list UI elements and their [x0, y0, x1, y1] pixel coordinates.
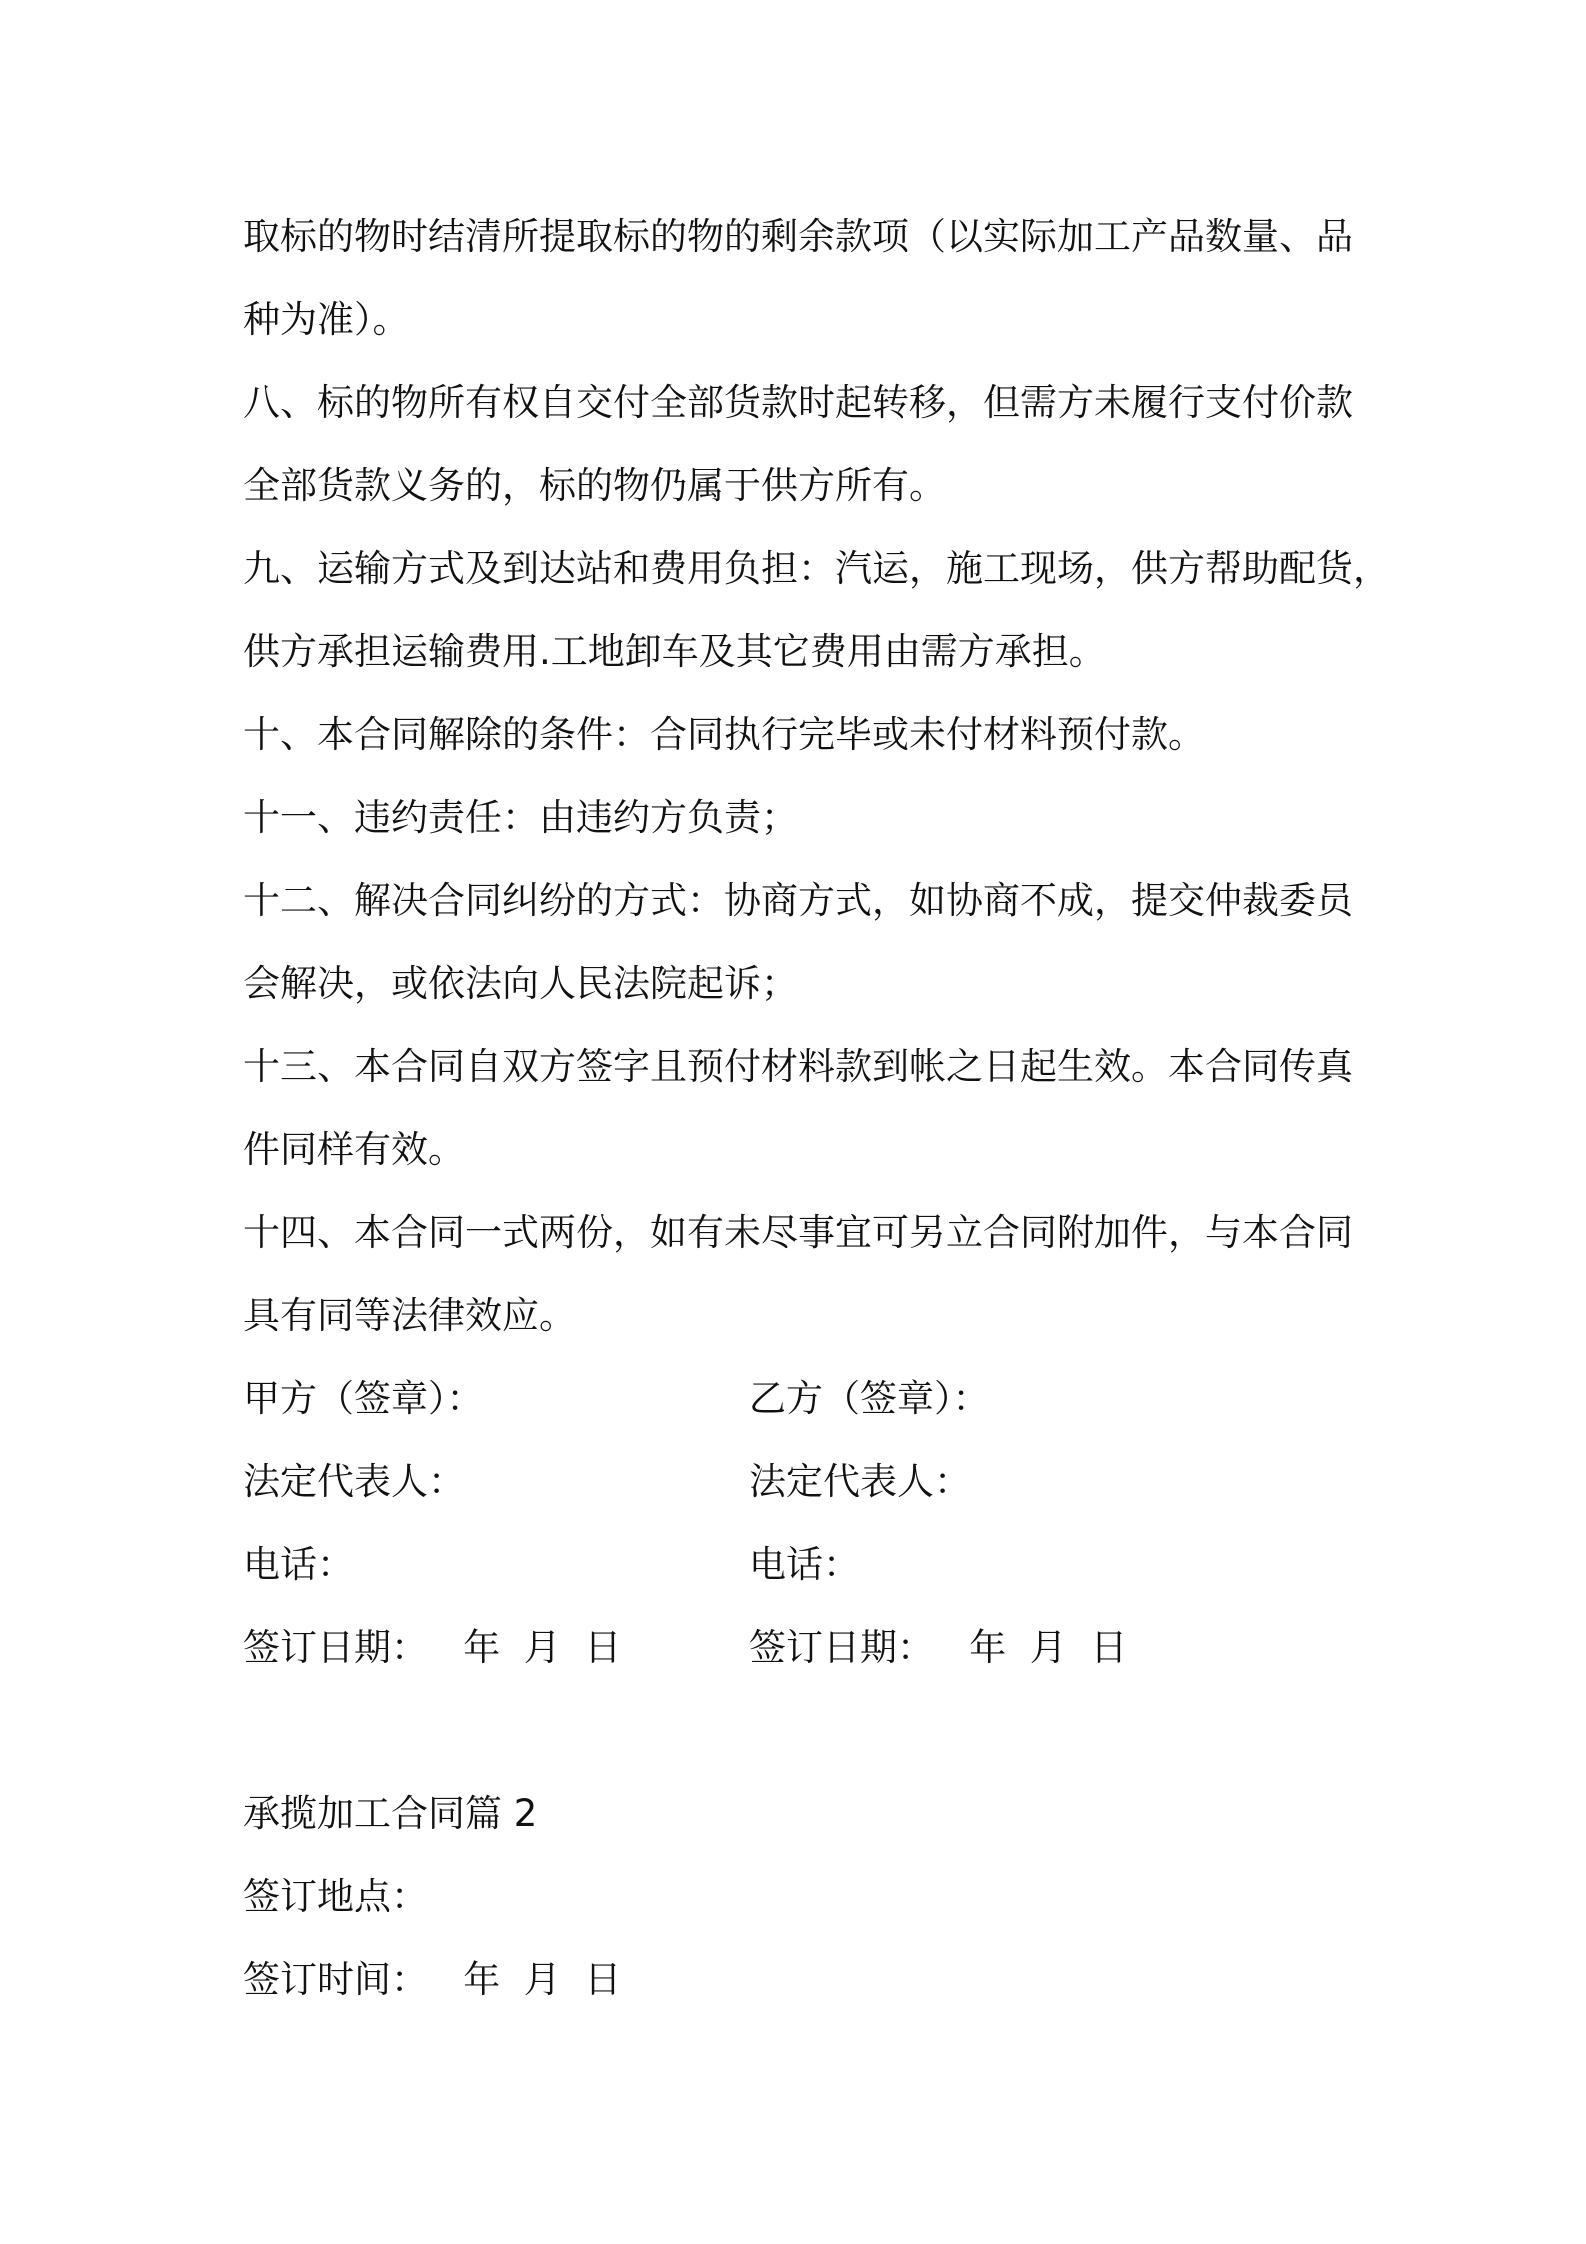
signing-place-label: 签订地点： [243, 1875, 428, 1918]
clause-14-line: 具有同等法律效应。 [243, 1294, 576, 1337]
clause-12-line: 会解决，或依法向人民法院起诉； [243, 962, 798, 1005]
clause-14-line: 十四、本合同一式两份，如有未尽事宜可另立合同附加件，与本合同 [243, 1211, 1353, 1254]
section-spacer [243, 1689, 1363, 1772]
signature-row-party [243, 1357, 1363, 1440]
party-b-representative-label: 法定代表人： [749, 1460, 971, 1503]
signature-row-phone [243, 1523, 1363, 1606]
party-a-representative-label: 法定代表人： [243, 1460, 465, 1503]
clause-13-line: 件同样有效。 [243, 1128, 465, 1171]
paragraph-line: 取标的物时结清所提取标的物的剩余款项（以实际加工产品数量、品 [243, 215, 1353, 258]
party-a-phone-label: 电话： [243, 1543, 354, 1586]
clause-12-line: 十二、解决合同纠纷的方式：协商方式，如协商不成，提交仲裁委员 [243, 879, 1353, 922]
party-b-date-label: 签订日期： 年 月 日 [749, 1626, 1128, 1669]
clause-10-line: 十、本合同解除的条件：合同执行完毕或未付材料预付款。 [243, 713, 1205, 756]
party-b-label: 乙方（签章）： [749, 1377, 990, 1420]
signature-row-date [243, 1606, 1363, 1689]
clause-8-line: 八、标的物所有权自交付全部货款时起转移，但需方未履行支付价款 [243, 381, 1353, 424]
clause-9-line: 九、运输方式及到达站和费用负担：汽运，施工现场，供方帮助配货， [243, 547, 1390, 590]
party-b-phone-label: 电话： [749, 1543, 860, 1586]
clause-13-line: 十三、本合同自双方签字且预付材料款到帐之日起生效。本合同传真 [243, 1045, 1353, 1088]
signing-time-label: 签订时间： 年 月 日 [243, 1958, 622, 2001]
paragraph-line: 种为准）。 [243, 298, 410, 341]
party-a-date-label: 签订日期： 年 月 日 [243, 1626, 622, 1669]
signature-row-representative [243, 1440, 1363, 1523]
clause-9-line: 供方承担运输费用.工地卸车及其它费用由需方承担。 [243, 630, 1106, 673]
clause-8-line: 全部货款义务的，标的物仍属于供方所有。 [243, 464, 946, 507]
document-body [243, 195, 1390, 2021]
section-2-title: 承揽加工合同篇 2 [243, 1792, 538, 1835]
party-a-label: 甲方（签章）： [243, 1377, 484, 1420]
clause-11-line: 十一、违约责任：由违约方负责； [243, 796, 798, 839]
